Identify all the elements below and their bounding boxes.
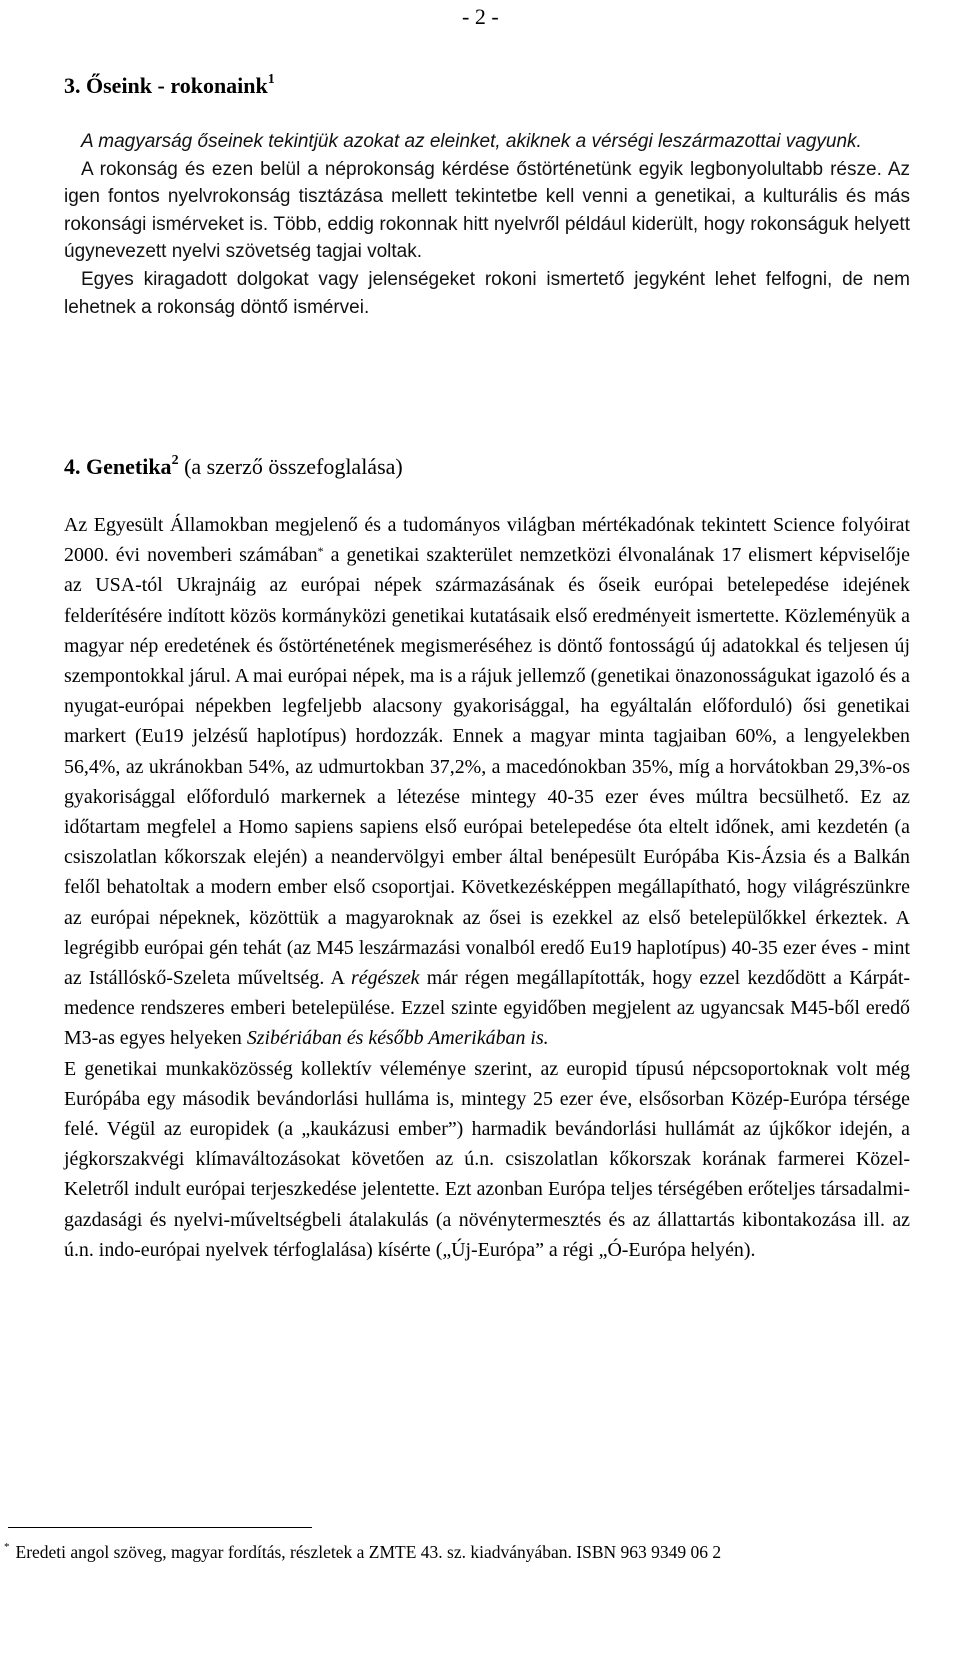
section-4-body bbox=[64, 510, 910, 1265]
footnote-separator bbox=[8, 1527, 312, 1528]
section-3-footnote-ref: 1 bbox=[267, 72, 275, 87]
section-4-title: 4. Genetika bbox=[64, 454, 172, 479]
section-4-p1-part-b: a genetikai szakterület nemzetközi élvonalának 17 elismert képviselője az USA-tól Ukrajnáig az európai népek származásának és őseik európai betelepedése idejének felderítésére indított közös kormányközi genetikai kutatásaik első eredményeit ismertette. Közleményük a magyar nép eredetének és őstörténetének megismeréséhez is döntő fontosságú új adatokkal és teljesen új szempontokkal járul. A mai európai népek, ma is a rájuk jellemző (genetikai önazonosságukat igazoló és a nyugat-európai népekben legfeljebb alacsony gyakorisággal, ha egyáltalán előforduló) ősi genetikai markert (Eu19 jelzésű haplotípus) hordozzák. Ennek a magyar minta tagjaiban 60%, a lengyelekben 56,4%, az ukránokban 54%, az udmurtokban 37,2%, a macedónokban 35%, míg a horvátokban 29,3%-os gyakorisággal előforduló markernek a létezése mintegy 40-35 ezer éves múltra becsülhető. Ez az időtartam megfelel a Homo sapiens sapiens első európai betelepedése óta eltelt időnek, ami kezdetén (a csiszolatlan kőkorszak elején) a neandervölgyi ember által benépesült Európába Kis-Ázsia és a Balkán felől behatoltak a modern ember első csoportjai. Következésképpen megállapítható, hogy világrészünkre az európai népeknek, közöttük a magyaroknak az ősei is ezekkel az első betelepülőkkel érkeztek. A legrégibb európai gén tehát (az M45 leszármazási vonalból eredő Eu19 haplotípus) 40-35 ezer éves - mint az Istállóskő-Szeleta műveltség. A bbox=[64, 544, 910, 990]
section-4-paragraph-1 bbox=[64, 510, 910, 1054]
section-4-p1-part-c: már régen megállapították, hogy ezzel kezdődött a Kárpát-medence rendszeres emberi betelepülése. Ezzel szinte egyidőben megjelent az ugyancsak M45-ből eredő M3-as egyes helyeken bbox=[64, 967, 910, 1050]
section-3-body bbox=[64, 128, 910, 321]
section-3-paragraph-2: A rokonság és ezen belül a néprokonság kérdése őstörténetünk egyik legbonyolultabb része. Az igen fontos nyelvrokonság tisztázása mellett tekintetbe kell venni a genetikai, a kulturális és más rokonsági ismérveket is. Több, eddig rokonnak hitt nyelvről például kiderült, hogy rokonságuk helyett úgynevezett nyelvi szövetség tagjai voltak. bbox=[64, 158, 910, 263]
section-4-footnote-ref: 2 bbox=[171, 453, 179, 468]
footnote bbox=[4, 1541, 722, 1562]
section-3-heading bbox=[64, 72, 275, 98]
section-4-paragraph-2: E genetikai munkaközösség kollektív véleménye szerint, az europid típusú népcsoportoknak volt még Európába egy második bevándorlási hulláma is, mintegy 25 ezer éve, elsősorban Közép-Európa térsége felé. Végül az europidek (a „kaukázusi ember”) harmadik bevándorlási hullámát az újkőkor idején, a jégkorszakvégi klímaváltozásokat követően az ú.n. csiszolatlan kőkorszak korának farmerei Közel-Keletről indult európai terjeszkedése jelentette. Ezt azonban Európa teljes térségében erőteljes társadalmi-gazdasági és nyelvi-műveltségbeli átalakulás (a növénytermesztés és az állattartás kibontakozása ill. az ú.n. indo-európai nyelvek térfoglalása) kísérte („Új-Európa” a régi „Ó-Európa helyén). bbox=[64, 1057, 910, 1261]
page-number: - 2 - bbox=[462, 4, 499, 29]
section-4-heading bbox=[64, 453, 403, 479]
section-3-paragraph-3: Egyes kiragadott dolgokat vagy jelenségeket rokoni ismertető jegyként lehet felfogni, de nem lehetnek a rokonság döntő ismérvei. bbox=[64, 268, 910, 318]
section-4-p1-part-a: Az Egyesült Államokban megjelenő és a tudományos világban mértékadónak tekintett Science folyóirat 2000. évi novemberi számában bbox=[64, 514, 910, 567]
italic-siberia-america: Szibériában és később Amerikában is. bbox=[246, 1027, 549, 1050]
section-4-title-note: (a szerző összefoglalása) bbox=[184, 454, 403, 479]
section-3-title: 3. Őseink - rokonaink bbox=[64, 73, 268, 98]
asterisk-footnote-ref: * bbox=[317, 544, 324, 559]
footnote-mark: * bbox=[4, 1541, 10, 1553]
section-3-paragraph-1: A magyarság őseinek tekintjük azokat az eleinket, akiknek a vérségi leszármazottai vagyunk. bbox=[81, 131, 862, 152]
italic-regeszek: régészek bbox=[351, 967, 420, 990]
footnote-text: Eredeti angol szöveg, magyar fordítás, részletek a ZMTE 43. sz. kiadványában. ISBN 963 9349 06 2 bbox=[15, 1542, 722, 1562]
